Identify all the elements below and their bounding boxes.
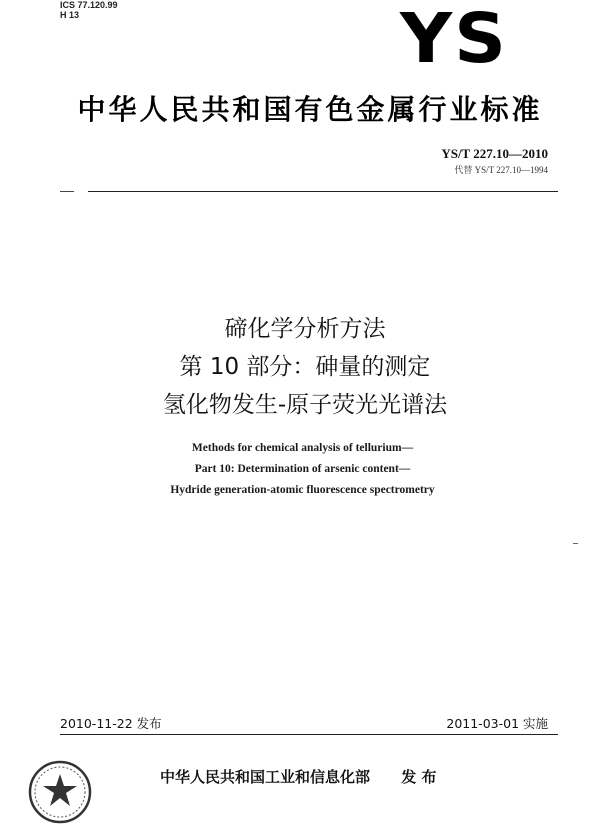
publisher-name: 中华人民共和国工业和信息化部 (160, 768, 371, 786)
english-title (110, 438, 495, 501)
publisher-suffix: 发 布 (401, 768, 437, 786)
bottom-divider (60, 734, 558, 735)
top-rule-dash (60, 191, 74, 192)
implementation-date: 2011-03-01 实施 (446, 716, 548, 731)
official-seal-icon (28, 760, 92, 824)
ys-logo: YS (400, 0, 508, 78)
standard-title: 中华人民共和国有色金属行业标准 (77, 93, 543, 126)
top-divider (88, 191, 558, 192)
ics-code: ICS 77.120.99 (60, 0, 118, 10)
ccs-code: H 13 (60, 10, 80, 20)
english-title-line-3: Hydride generation-atomic fluorescence spectrometry (170, 484, 435, 496)
chinese-title-line-2: 第 10 部分：砷量的测定 (179, 354, 431, 380)
issue-date: 2010-11-22 发布 (60, 716, 162, 731)
classification-codes (60, 0, 180, 20)
chinese-title (90, 310, 520, 424)
standard-number: YS/T 227.10—2010 (441, 146, 548, 161)
english-title-line-1: Methods for chemical analysis of tellurium— (191, 442, 414, 454)
chinese-title-line-1: 碲化学分析方法 (224, 316, 386, 342)
replaces-standard: 代替 YS/T 227.10—1994 (454, 165, 548, 175)
publisher (160, 766, 490, 787)
english-title-line-2: Part 10: Determination of arsenic content— (194, 463, 411, 475)
chinese-title-line-3: 氢化物发生-原子荧光光谱法 (162, 392, 448, 418)
margin-mark (573, 543, 578, 544)
